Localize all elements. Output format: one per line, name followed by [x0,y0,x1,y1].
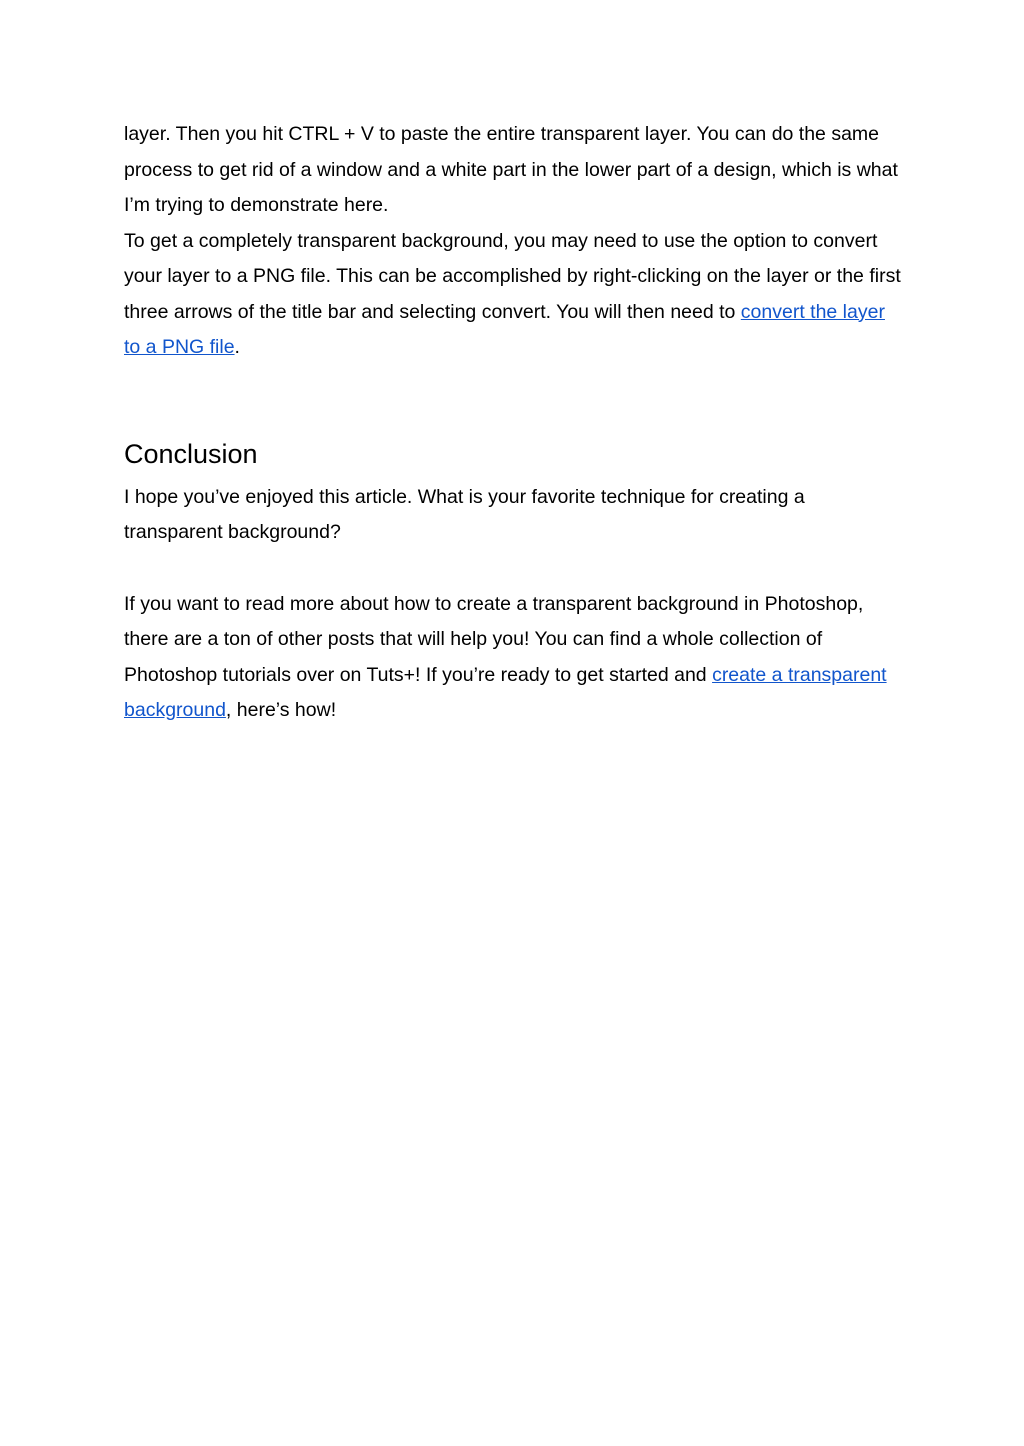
paragraph-png-convert [124,224,904,366]
paragraph-png-convert-end: . [234,336,240,358]
spacer [124,366,904,436]
paragraph-read-more [124,587,904,729]
spacer [124,551,904,587]
paragraph-paste-layer: layer. Then you hit CTRL + V to paste the entire transparent layer. You can do the same process to get rid of a window and a white part in the lower part of a design, which is what I’m trying to demonstrate here. [124,123,898,216]
create-transparent-background-link[interactable]: create a transparent background [124,663,887,721]
paragraph-png-convert-text: To get a completely transparent background, you may need to use the option to convert your layer to a PNG file. This can be accomplished by right-clicking on the layer or the first three arrows of the title bar and selecting convert. You will then need to [124,229,901,323]
conclusion-heading: Conclusion [124,438,258,469]
paragraph-read-more-end: , here’s how! [225,699,337,721]
spacer [124,472,904,480]
paragraph-read-more-text: If you want to read more about how to create a transparent background in Photoshop, there are a ton of other posts that will help you! You can find a whole collection of Photoshop tutorials over on Tuts+! If you’re ready to get started and [124,592,864,686]
document-page [124,117,904,729]
convert-layer-png-link[interactable]: convert the layer to a PNG file [124,300,885,358]
paragraph-enjoyed: I hope you’ve enjoyed this article. What is your favorite technique for creating a transparent background? [124,485,805,543]
